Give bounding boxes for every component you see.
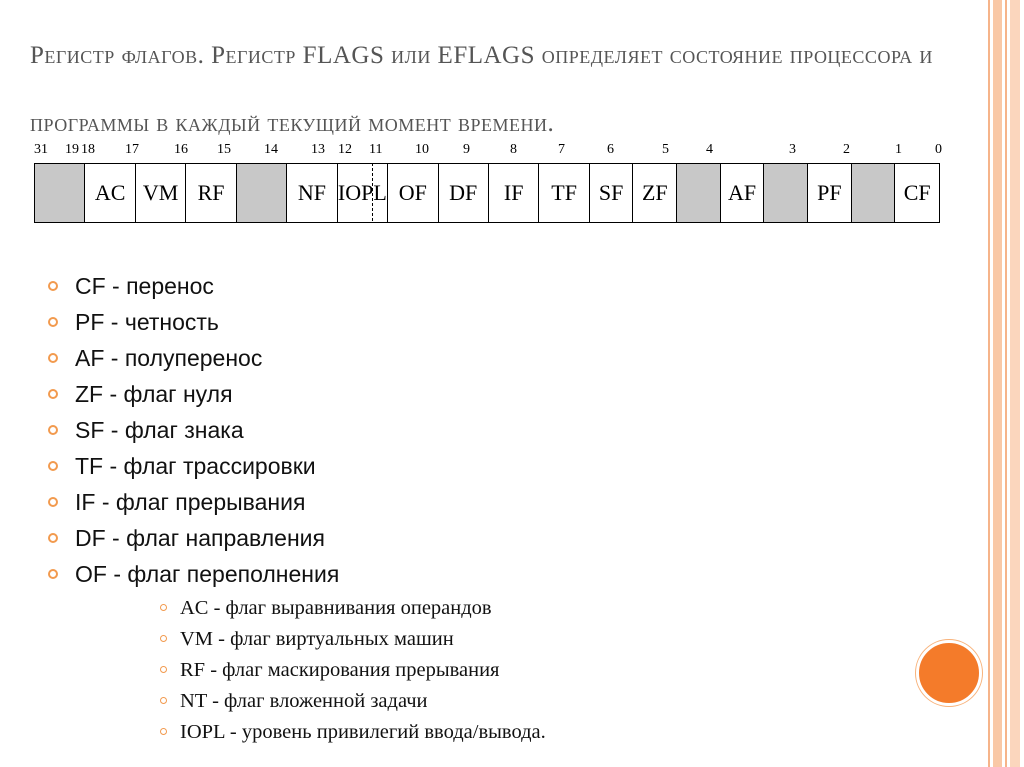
flag-cell-af: AF xyxy=(721,164,765,222)
bit-number: 5 xyxy=(662,142,669,157)
reserved-bit-cell xyxy=(764,164,808,222)
flag-text: OF - флаг переполнения xyxy=(75,561,340,587)
flag-list-item xyxy=(48,448,339,484)
flag-list xyxy=(48,268,339,592)
bullet-icon xyxy=(160,697,167,704)
flag-list-item xyxy=(48,268,339,304)
flag-cell-vm: VM xyxy=(136,164,186,222)
flag-cell-of: OF xyxy=(388,164,438,222)
flag-list-item xyxy=(48,304,339,340)
extra-flag-text: IOPL - уровень привилегий ввода/вывода. xyxy=(180,721,546,743)
flag-list-item xyxy=(48,520,339,556)
reserved-bit-cell xyxy=(677,164,721,222)
flag-text: TF - флаг трассировки xyxy=(75,453,316,479)
bit-number: 19 xyxy=(65,142,79,157)
bullet-icon xyxy=(48,281,58,291)
bit-number: 13 xyxy=(311,142,325,157)
bullet-icon xyxy=(160,604,167,611)
flag-cell-ac: AC xyxy=(85,164,135,222)
flag-text: SF - флаг знака xyxy=(75,417,244,443)
bullet-icon xyxy=(48,497,58,507)
bullet-icon xyxy=(48,353,58,363)
extra-flag-list-item xyxy=(160,624,546,655)
bit-number: 18 xyxy=(81,142,95,157)
bit-number: 2 xyxy=(843,142,850,157)
extra-flag-list-item xyxy=(160,717,546,748)
bit-number: 10 xyxy=(415,142,429,157)
bullet-icon xyxy=(48,461,58,471)
flag-text: IF - флаг прерывания xyxy=(75,489,306,515)
bit-number: 1 xyxy=(895,142,902,157)
flag-cell-pf: PF xyxy=(808,164,852,222)
flag-list-item xyxy=(48,412,339,448)
extra-flag-list-item xyxy=(160,655,546,686)
flag-text: DF - флаг направления xyxy=(75,525,325,551)
extra-flag-list-item xyxy=(160,593,546,624)
extra-flag-list-item xyxy=(160,686,546,717)
bit-number: 11 xyxy=(369,142,383,157)
bullet-icon xyxy=(48,317,58,327)
bit-number: 6 xyxy=(607,142,614,157)
extra-flag-text: AC - флаг выравнивания операндов xyxy=(180,597,492,619)
flag-cell-rf: RF xyxy=(186,164,236,222)
extra-flag-text: RF - флаг маскирования прерывания xyxy=(180,659,500,681)
flags-register-diagram xyxy=(34,140,940,225)
bit-number: 31 xyxy=(34,142,48,157)
bit-number: 9 xyxy=(463,142,470,157)
bit-number: 4 xyxy=(706,142,713,157)
bit-number: 7 xyxy=(558,142,565,157)
flag-text: CF - перенос xyxy=(75,273,214,299)
side-stripe xyxy=(1005,0,1007,767)
flag-cell-iopl: IOPL xyxy=(338,164,388,222)
flag-list-item xyxy=(48,340,339,376)
flag-text: ZF - флаг нуля xyxy=(75,381,233,407)
flag-list-item xyxy=(48,556,339,592)
bullet-icon xyxy=(48,569,58,579)
flag-cell-tf: TF xyxy=(539,164,589,222)
flag-list-item xyxy=(48,376,339,412)
flag-cell-if: IF xyxy=(489,164,539,222)
flag-cell-nf: NF xyxy=(287,164,337,222)
bullet-icon xyxy=(48,425,58,435)
bit-number: 16 xyxy=(174,142,188,157)
extra-flag-text: VM - флаг виртуальных машин xyxy=(180,628,454,650)
flag-cell-cf: CF xyxy=(903,180,931,205)
reserved-bit-cell xyxy=(35,164,85,222)
flag-cell-df: DF xyxy=(439,164,489,222)
flag-text: PF - четность xyxy=(75,309,219,335)
bit-number: 0 xyxy=(935,142,942,157)
bullet-icon xyxy=(160,666,167,673)
register-cells xyxy=(34,163,940,223)
flag-list-item xyxy=(48,484,339,520)
bit-number: 12 xyxy=(338,142,352,157)
iopl-divider xyxy=(372,163,373,221)
bullet-icon xyxy=(160,728,167,735)
bullet-icon xyxy=(160,635,167,642)
extra-flag-list xyxy=(160,593,546,748)
flag-cell-zf: ZF xyxy=(633,164,677,222)
reserved-bit-cell xyxy=(852,164,896,222)
slide-title: Регистр флагов. Регистр FLAGS или EFLAGS определяет состояние процессора и программы в каждый текущий момент времени. xyxy=(30,42,933,137)
side-stripe xyxy=(993,0,1002,767)
bit-number: 15 xyxy=(217,142,231,157)
flag-cell-sf: SF xyxy=(590,164,634,222)
side-stripe xyxy=(988,0,990,767)
bullet-icon xyxy=(48,533,58,543)
side-stripe xyxy=(1010,0,1020,767)
extra-flag-text: NT - флаг вложенной задачи xyxy=(180,690,428,712)
bit-number: 3 xyxy=(789,142,796,157)
decorative-circle xyxy=(916,640,982,706)
flag-text: AF - полуперенос xyxy=(75,345,263,371)
bit-number: 8 xyxy=(510,142,517,157)
bullet-icon xyxy=(48,389,58,399)
bit-number: 14 xyxy=(264,142,278,157)
reserved-bit-cell xyxy=(237,164,287,222)
bit-number: 17 xyxy=(125,142,139,157)
